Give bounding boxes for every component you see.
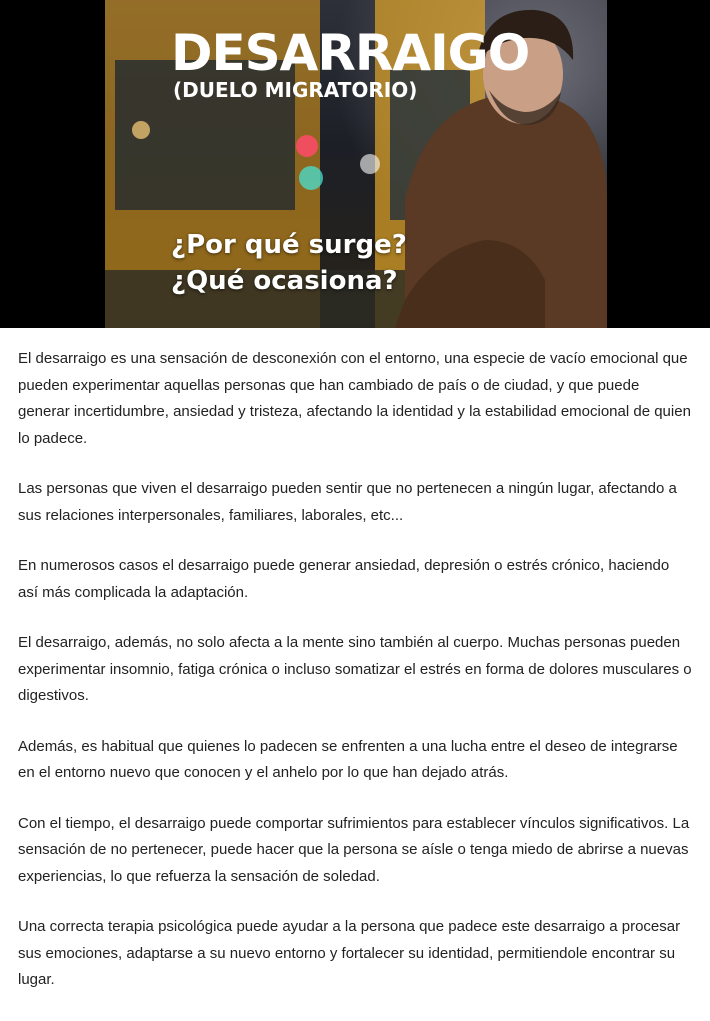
hero-question-2: ¿Qué ocasiona? <box>171 266 398 296</box>
article-body <box>0 328 710 994</box>
article-paragraph-4: El desarraigo, además, no solo afecta a la mente sino también al cuerpo. Muchas personas pueden experimentar insomnio, fatiga crónica o incluso somatizar el estrés en forma de dolores musculares o digestivos. <box>18 634 692 704</box>
article-paragraph-1: El desarraigo es una sensación de desconexión con el entorno, una especie de vacío emocional que pueden experimentar aquellas personas que han cambiado de país o de ciudad, y que puede generar incertidumbre, ansiedad y tristeza, afectando la identidad y la estabilidad emocional de quien lo padece. <box>18 350 691 447</box>
article-paragraph-6: Con el tiempo, el desarraigo puede comportar sufrimientos para establecer vínculos significativos. La sensación de no pertenecer, puede hacer que la persona se aísle o tenga miedo de abrirse a nuevas experiencias, lo que refuerza la sensación de soledad. <box>18 814 690 885</box>
hero-banner <box>0 0 710 328</box>
hero-image <box>105 0 607 328</box>
article-paragraph-5: Además, es habitual que quienes lo padecen se enfrenten a una lucha entre el deseo de integrarse en el entorno nuevo que conocen y el anhelo por lo que han dejado atrás. <box>18 737 678 781</box>
white-light <box>360 154 380 174</box>
article-paragraph-2: Las personas que viven el desarraigo pueden sentir que no pertenecen a ningún lugar, afectando a sus relaciones interpersonales, familiares, laborales, etc... <box>18 480 677 524</box>
hero-title: DESARRAIGO <box>171 24 530 82</box>
hero-question-1: ¿Por qué surge? <box>171 230 407 260</box>
orange-light <box>132 121 150 139</box>
article-paragraph-3: En numerosos casos el desarraigo puede generar ansiedad, depresión o estrés crónico, haciendo así más complicada la adaptación. <box>18 557 670 601</box>
teal-light <box>299 166 323 190</box>
red-light <box>296 135 318 157</box>
article-paragraph-7: Una correcta terapia psicológica puede ayudar a la persona que padece este desarraigo a procesar sus emociones, adaptarse a su nuevo entorno y fortalecer su identidad, permitiendole encontrar su lugar. <box>18 918 681 988</box>
hero-subtitle: (DUELO MIGRATORIO) <box>173 78 418 102</box>
